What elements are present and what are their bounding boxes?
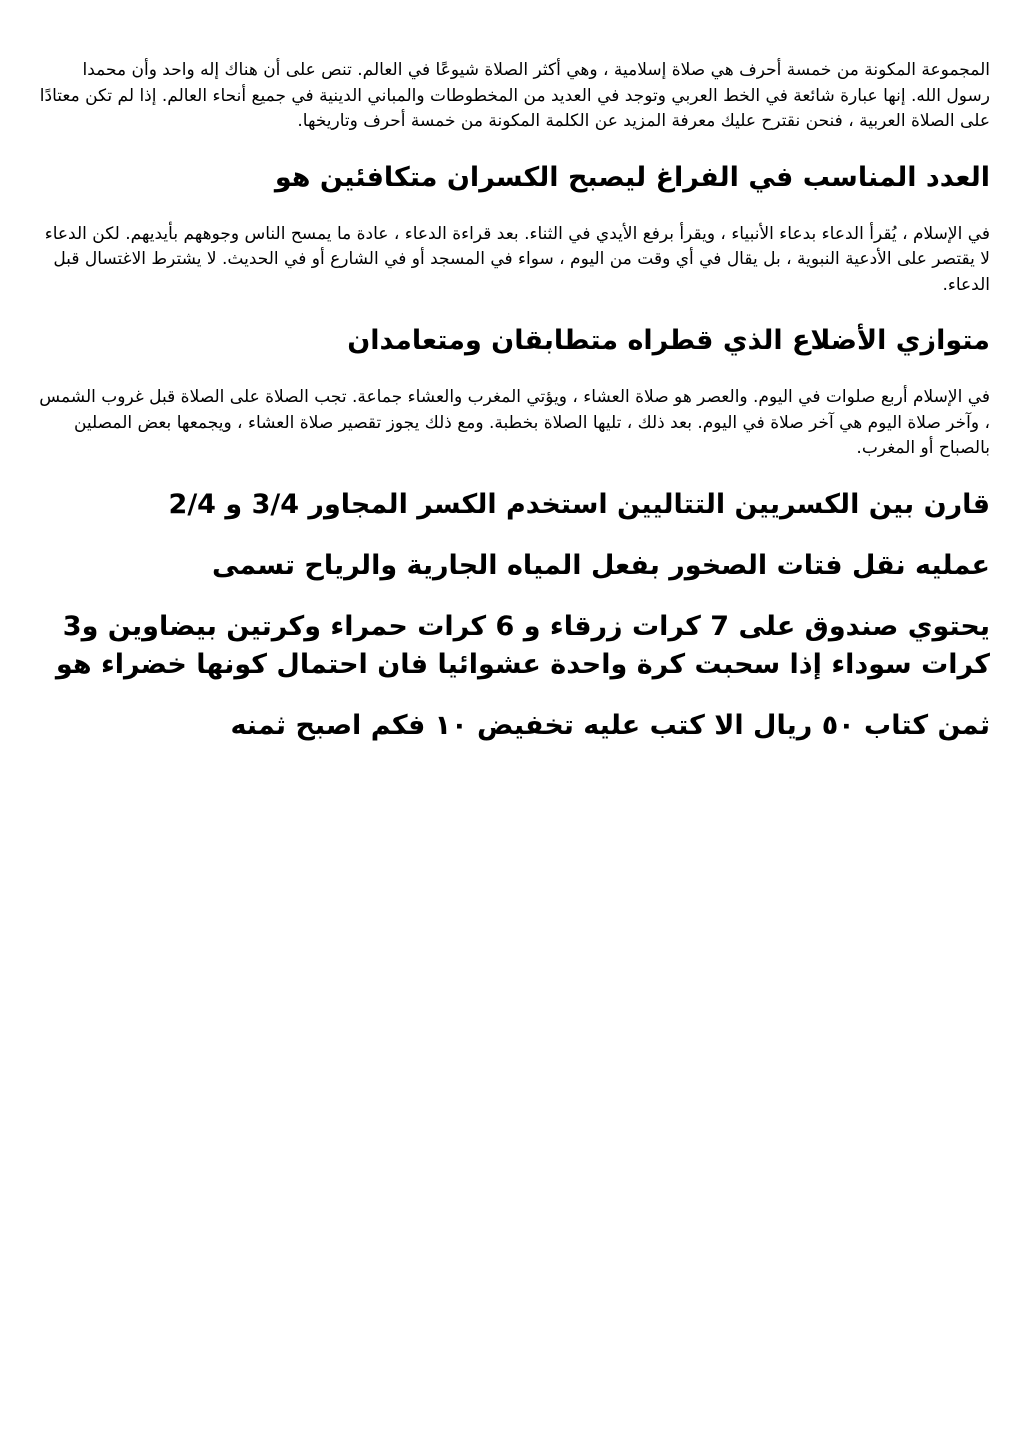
question-heading-equivalent-fractions: العدد المناسب في الفراغ ليصبح الكسران متكافئين هو [274, 161, 990, 193]
intro-paragraph: المجموعة المكونة من خمسة أحرف هي صلاة إسلامية ، وهي أكثر الصلاة شيوعًا في العالم. تنص على أن هناك إله واحد وأن محمدا رسول الله. إنها عبارة شائعة في الخط العربي وتوجد في العديد من المخطوطات والمباني الدينية في جميع أنحاء العالم. إذا لم تكن معتادًا على الصلاة العربية ، فنحن نقترح عليك معرفة المزيد عن الكلمة المكونة من خمسة أحرف وتاريخها. [39, 60, 990, 131]
question-heading-compare-fractions: قارن بين الكسريين التتاليين استخدم الكسر المجاور 3/4 و 2/4 [168, 488, 990, 520]
prayers-paragraph: في الإسلام أربع صلوات في اليوم. والعصر هو صلاة العشاء ، ويؤتي المغرب والعشاء جماعة. تجب الصلاة على الصلاة قبل غروب الشمس ، وآخر صلاة اليوم هي آخر صلاة في اليوم. بعد ذلك ، تليها الصلاة بخطبة. ومع ذلك يجوز تقصير صلاة العشاء ، ويجمعها بعض المصلين بالصباح أو المغرب. [39, 387, 990, 458]
question-heading-probability: يحتوي صندوق على 7 كرات زرقاء و 6 كرات حمراء وكرتين بيضاوين و3 كرات سوداء إذا سحبت كرة واحدة عشوائيا فان احتمال كونها خضراء هو [55, 610, 990, 680]
question-heading-erosion: عمليه نقل فتات الصخور بفعل المياه الجارية والرياح تسمى [211, 549, 990, 581]
question-heading-parallelogram: متوازي الأضلاع الذي قطراه متطابقان ومتعامدان [347, 325, 990, 356]
dua-paragraph: في الإسلام ، يُقرأ الدعاء بدعاء الأنبياء ، ويقرأ برفع الأيدي في الثناء. بعد قراءة الدعاء ، عادة ما يمسح الناس وجوههم بأيديهم. لكن الدعاء لا يقتصر على الأدعية النبوية ، بل يقال في أي وقت من اليوم ، سواء في المسجد أو في الشارع أو في الحديث. لا يشترط الاغتسال قبل الدعاء. [44, 223, 990, 295]
question-heading-book-price: ثمن كتاب ٥٠ ريال الا كتب عليه تخفيض ١٠ فكم اصبح ثمنه [230, 709, 990, 741]
